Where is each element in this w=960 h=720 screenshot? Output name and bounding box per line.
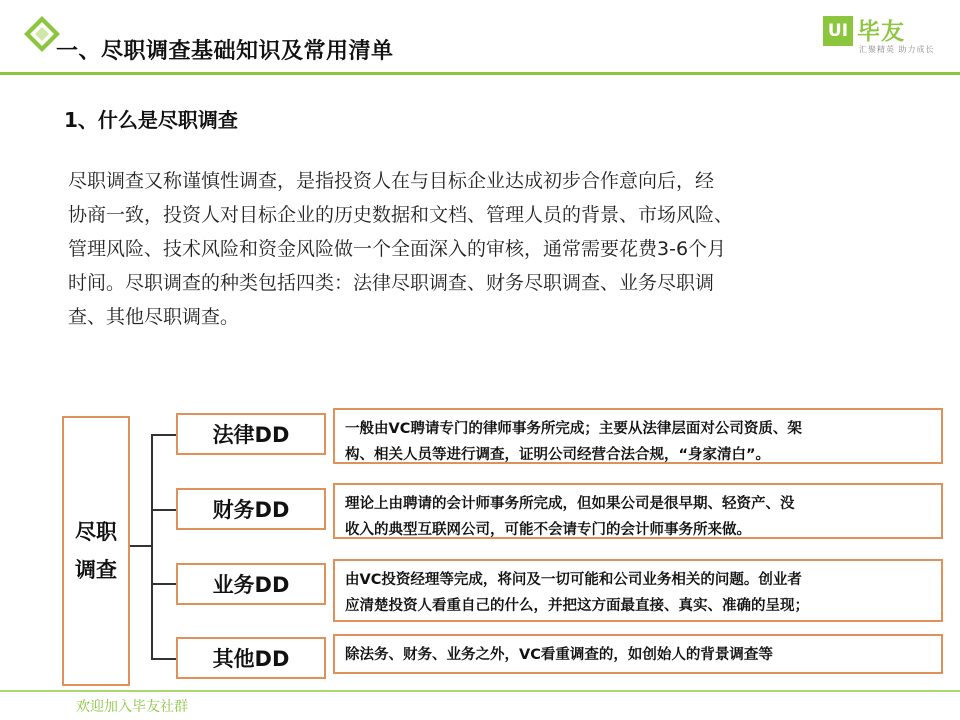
- category-box-legal: 法律DD: [176, 413, 326, 455]
- brand-logo: [823, 10, 953, 66]
- connector-spine: [151, 434, 153, 659]
- description-box-other: [333, 634, 943, 674]
- intro-line: 管理风险、技术风险和资金风险做一个全面深入的审核，通常需要花费3-6个月: [68, 238, 727, 260]
- intro-line: 时间。尽职调查的种类包括四类：法律尽职调查、财务尽职调查、业务尽职调: [68, 272, 715, 294]
- footer-divider: [0, 690, 960, 692]
- description-line: 一般由VC聘请专门的律师事务所完成；主要从法律层面对公司资质、架: [345, 421, 802, 437]
- logo-mark: UI: [823, 16, 853, 46]
- description-box-business: [333, 559, 943, 622]
- description-line: 收入的典型互联网公司，可能不会请专门的会计师事务所来做。: [345, 522, 751, 538]
- header-divider: [0, 72, 960, 75]
- page-title: 一、尽职调查基础知识及常用清单: [56, 39, 394, 64]
- intro-line: 查、其他尽职调查。: [68, 306, 240, 328]
- description-line: 由VC投资经理等完成，将问及一切可能和公司业务相关的问题。创业者: [345, 572, 802, 588]
- footer-link[interactable]: 欢迎加入毕友社群: [76, 699, 188, 715]
- description-box-finance: [333, 483, 943, 539]
- category-box-finance: 财务DD: [176, 488, 326, 530]
- connector-branch: [151, 658, 176, 660]
- intro-paragraph: [68, 164, 898, 334]
- description-line: 除法务、财务、业务之外，VC看重调查的，如创始人的背景调查等: [345, 647, 773, 663]
- description-line: 构、相关人员等进行调查，证明公司经营合法合规，“身家清白”。: [345, 447, 771, 463]
- logo-name: 毕友: [857, 19, 905, 45]
- diagram-root-box: [62, 416, 130, 686]
- category-box-business: 业务DD: [176, 563, 326, 605]
- diagram-root-label: 尽职调查: [75, 520, 117, 582]
- description-line: 理论上由聘请的会计师事务所完成，但如果公司是很早期、轻资产、没: [345, 496, 795, 512]
- description-box-legal: [333, 408, 943, 464]
- category-box-other: 其他DD: [176, 637, 326, 679]
- connector-branch: [151, 509, 176, 511]
- intro-line: 协商一致，投资人对目标企业的历史数据和文档、管理人员的背景、市场风险、: [68, 204, 734, 226]
- description-line: 应清楚投资人看重自己的什么，并把这方面最直接、真实、准确的呈现；: [345, 598, 809, 614]
- logo-tagline: 汇聚精英 助力成长: [859, 45, 935, 54]
- connector-branch: [151, 583, 176, 585]
- section-title: 1、什么是尽职调查: [64, 108, 238, 132]
- connector-branch: [151, 434, 176, 436]
- connector-trunk: [130, 545, 152, 547]
- intro-line: 尽职调查又称谨慎性调查，是指投资人在与目标企业达成初步合作意向后，经: [68, 170, 715, 192]
